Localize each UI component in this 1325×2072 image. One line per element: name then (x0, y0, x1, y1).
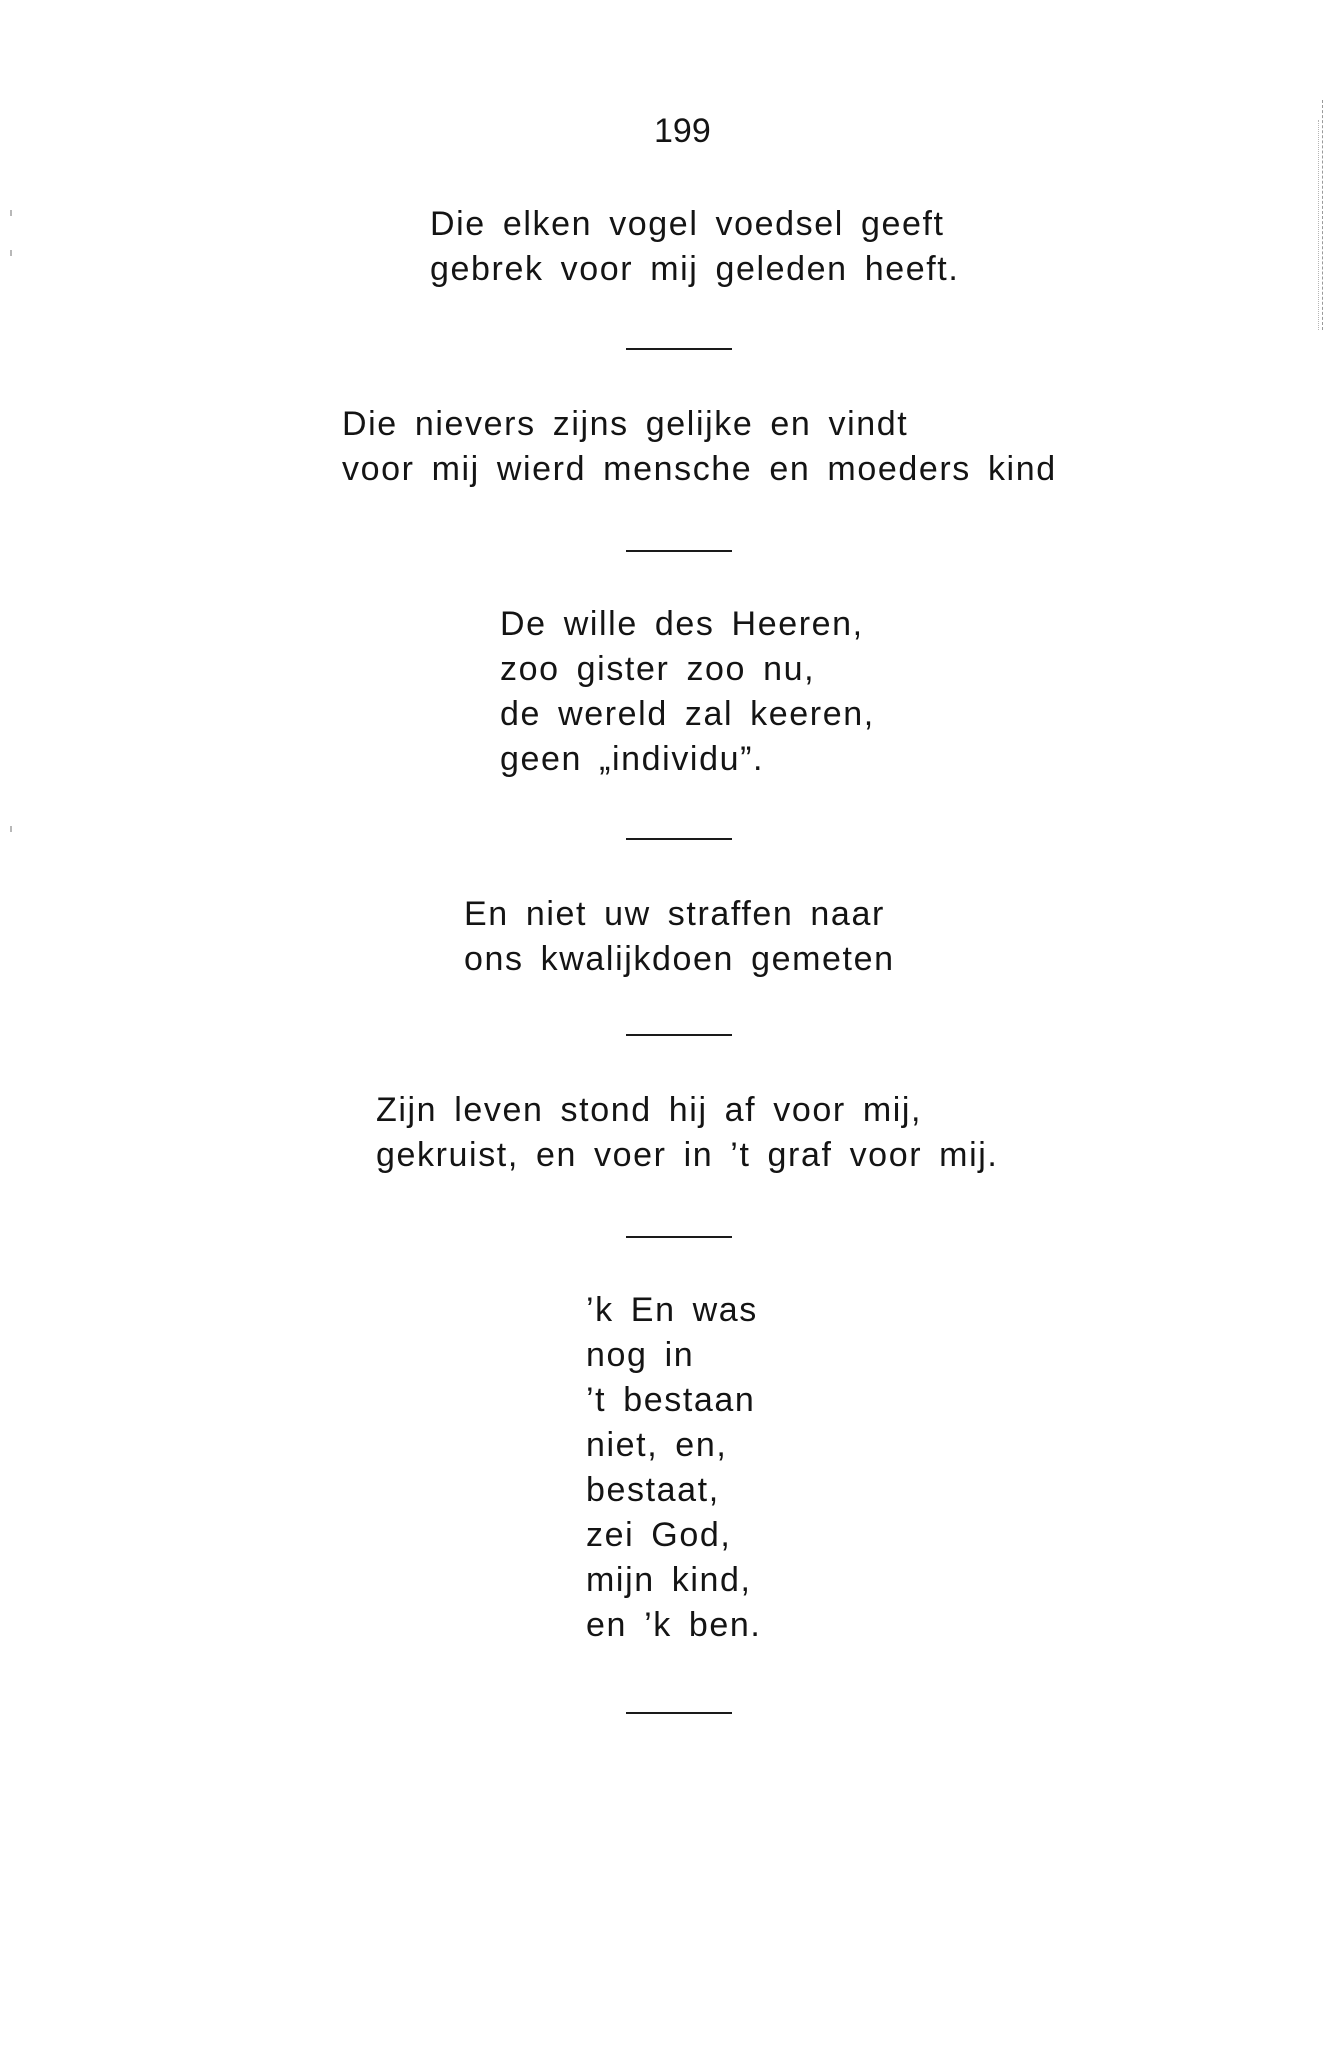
stanza-5 (376, 1088, 998, 1178)
stanza-line: ’k En was (586, 1291, 758, 1329)
stanza-6 (586, 1288, 761, 1648)
scan-edge-artifact (1318, 120, 1319, 330)
stanza-line: de wereld zal keeren, (500, 695, 875, 733)
stanza-line: Die nievers zijns gelijke en vindt (342, 405, 909, 443)
stanza-line: En niet uw straffen naar (464, 895, 885, 933)
stanza-line: De wille des Heeren, (500, 605, 864, 643)
stanza-line: Die elken vogel voedsel geeft (430, 205, 945, 243)
page-number: 199 (654, 112, 711, 150)
section-divider (626, 550, 732, 552)
stanza-2 (342, 402, 1057, 492)
section-divider (626, 1712, 732, 1714)
stanza-line: nog in (586, 1336, 695, 1374)
stanza-line: gekruist, en voer in ’t graf voor mij. (376, 1136, 999, 1174)
stanza-line: en ’k ben. (586, 1606, 762, 1644)
stanza-line: Zijn leven stond hij af voor mij, (376, 1091, 923, 1129)
stanza-line: niet, en, (586, 1426, 728, 1464)
stanza-line: zei God, (586, 1516, 732, 1554)
stanza-line: geen „individu”. (500, 740, 765, 778)
section-divider (626, 838, 732, 840)
scan-edge-artifact (1322, 100, 1323, 330)
stanza-3 (500, 602, 875, 782)
scan-speck (10, 826, 12, 832)
section-divider (626, 1034, 732, 1036)
stanza-line: voor mij wierd mensche en moeders kind (342, 450, 1057, 488)
stanza-line: ons kwalijkdoen gemeten (464, 940, 895, 978)
scan-speck (10, 250, 12, 256)
stanza-line: gebrek voor mij geleden heeft. (430, 250, 960, 288)
scan-speck (10, 210, 12, 216)
stanza-line: bestaat, (586, 1471, 720, 1509)
stanza-line: mijn kind, (586, 1561, 752, 1599)
section-divider (626, 1236, 732, 1238)
stanza-4 (464, 892, 895, 982)
stanza-line: ’t bestaan (586, 1381, 756, 1419)
section-divider (626, 348, 732, 350)
stanza-line: zoo gister zoo nu, (500, 650, 816, 688)
stanza-1 (430, 202, 959, 292)
